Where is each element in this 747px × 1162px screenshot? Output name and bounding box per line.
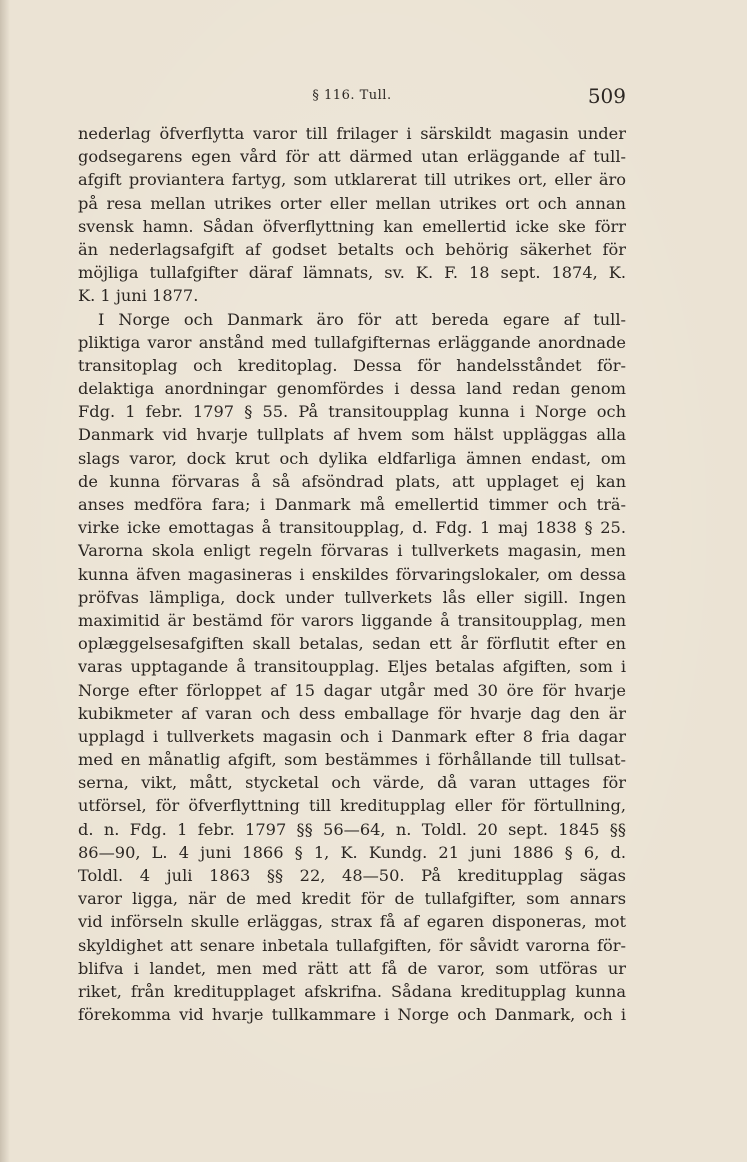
text-line: anses medföra fara; i Danmark må emellertid timmer och trä- [78,495,626,514]
text-line: 86—90, L. 4 juni 1866 § 1, K. Kundg. 21 juni 1886 § 6, d. [78,842,626,862]
text-line: oplæggelsesafgiften skall betalas, sedan ett år förflutit efter en [78,634,626,654]
text-line: skyldighet att senare inbetala tullafgiften, för såvidt varorna för- [78,935,626,955]
running-head [78,84,626,112]
text-line: maximitid är bestämd för varors liggande å transitoupplag, men [78,610,626,630]
text-line: utförsel, för öfverflyttning till kreditupplag eller för förtullning, [78,796,626,816]
text-line: förekomma vid hvarje tullkammare i Norge och Danmark, och i [78,1005,626,1025]
text-line: Danmark vid hvarje tullplats af hvem som hälst uppläggas alla [78,425,626,445]
text-line: kubikmeter af varan och dess emballage för hvarje dag den är [78,703,626,723]
text-line: slags varor, dock krut och dylika eldfarliga ämnen endast, om [78,448,626,468]
text-line: K. 1 juni 1877. [78,286,199,306]
text-line: möjliga tullafgifter däraf lämnats, sv. K. F. 18 sept. 1874, K. [78,263,626,283]
text-line: pliktiga varor anstånd med tullafgifternas erläggande anordnade [78,332,626,352]
text-line: Norge efter förloppet af 15 dagar utgår med 30 öre för hvarje [78,680,626,700]
text-line: godsegarens egen vård för att därmed utan erläggande af tull- [78,147,626,167]
body-text [78,122,626,1026]
text-line: varor ligga, när de med kredit för de tullafgifter, som annars [78,889,626,909]
text-line: nederlag öfverflytta varor till frilager i särskildt magasin under [78,124,626,143]
text-line: kunna äfven magasineras i enskildes förvaringslokaler, om dessa [78,564,626,584]
text-line: vid införseln skulle erläggas, strax få af egaren disponeras, mot [78,912,626,932]
page-left-edge-shadow [0,0,10,1162]
text-line: än nederlagsafgift af godset betalts och behörig säkerhet för [78,239,626,259]
text-line: afgift proviantera fartyg, som utklarerat till utrikes ort, eller äro [78,170,626,190]
text-line: upplagd i tullverkets magasin och i Danmark efter 8 fria dagar [78,726,626,746]
text-line: riket, från kreditupplaget afskrifna. Sådana kreditupplag kunna [78,981,626,1001]
text-line: Fdg. 1 febr. 1797 § 55. På transitoupplag kunna i Norge och [78,402,626,422]
page-number: 509 [587,84,626,108]
text-line: d. n. Fdg. 1 febr. 1797 §§ 56—64, n. Toldl. 20 sept. 1845 §§ [78,819,626,839]
text-line: på resa mellan utrikes orter eller mellan utrikes ort och annan [78,193,626,213]
text-line: varas upptagande å transitoupplag. Eljes betalas afgiften, som i [78,657,626,677]
text-line: Varorna skola enligt regeln förvaras i tullverkets magasin, men [78,541,626,561]
text-line: delaktiga anordningar genomfördes i dessa land redan genom [78,379,626,399]
text-line: Toldl. 4 juli 1863 §§ 22, 48—50. På kreditupplag sägas [78,866,626,885]
text-line: I Norge och Danmark äro för att bereda egare af tull- [98,309,626,329]
text-line: pröfvas lämpliga, dock under tullverkets lås eller sigill. Ingen [78,587,626,607]
section-title: § 116. Tull. [312,88,392,103]
text-line: blifva i landet, men med rätt att få de varor, som utföras ur [78,958,626,978]
text-line: serna, vikt, mått, stycketal och värde, då varan uttages för [78,773,626,793]
text-line: transitoplag och kreditoplag. Dessa för handelsståndet för- [78,355,626,375]
text-line: svensk hamn. Sådan öfverflyttning kan emellertid icke ske förr [78,216,626,236]
text-line: virke icke emottagas å transitoupplag, d. Fdg. 1 maj 1838 § 25. [78,518,626,538]
text-line: med en månatlig afgift, som bestämmes i förhållande till tullsat- [78,750,626,770]
text-line: de kunna förvaras å så afsöndrad plats, att upplaget ej kan [78,471,626,491]
